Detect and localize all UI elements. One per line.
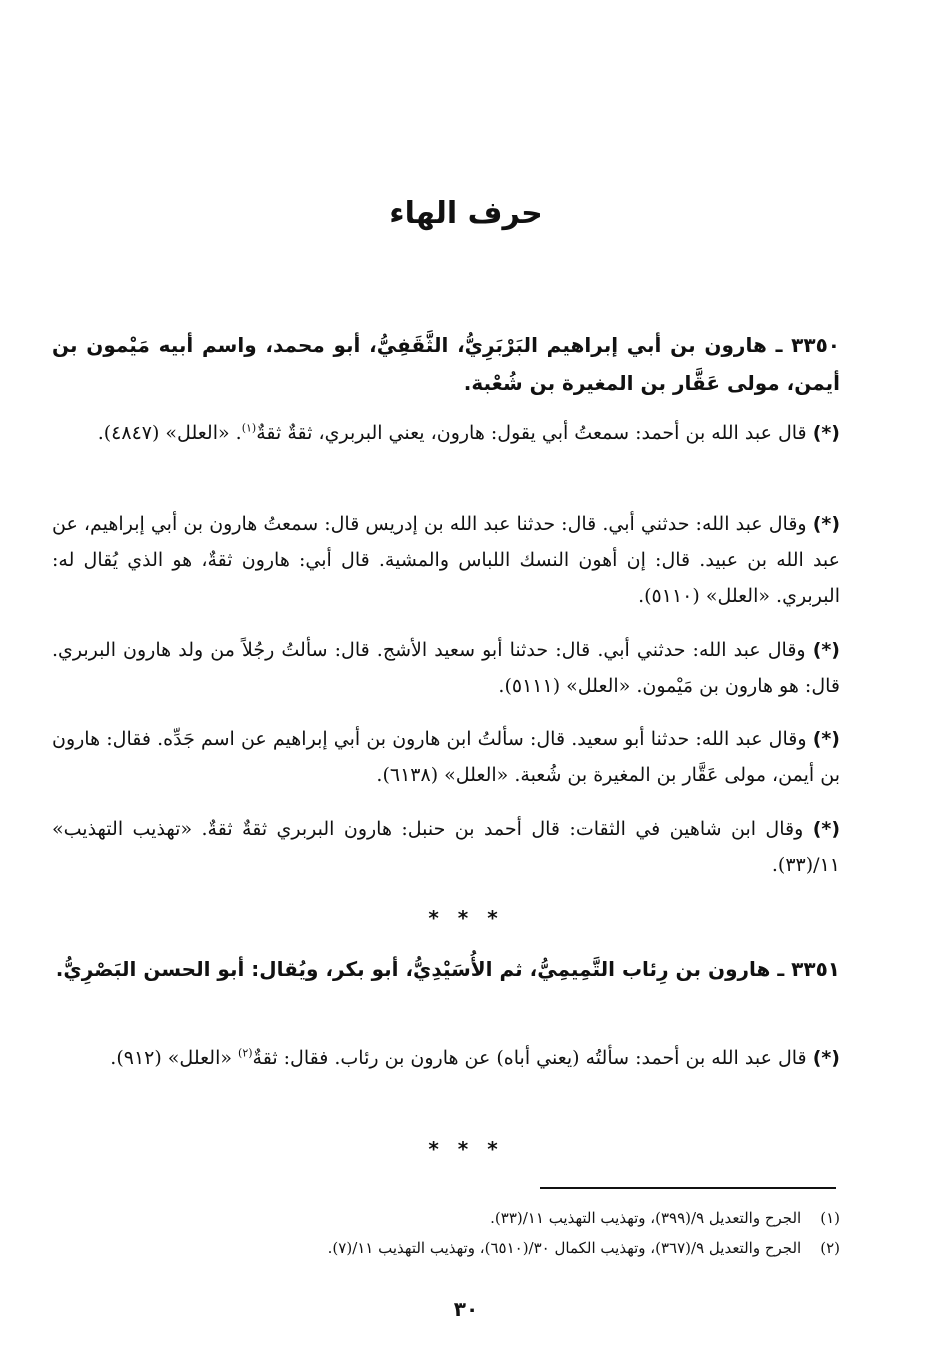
- chapter-title: حرف الهاء: [389, 196, 543, 231]
- paragraph-text: وقال عبد الله: حدثنا أبو سعيد. قال: سألتُ ابن هارون بن أبي إبراهيم عن اسم جَدِّه. فقال: هارون بن أيمن، مولى عَقَّار بن المغيرة بن شُعبة. «العلل» (٦١٣٨).: [52, 728, 840, 786]
- entry-3350-paragraph-3: [52, 632, 840, 704]
- paragraph-text-after: «العلل» (٩١٢).: [110, 1047, 239, 1069]
- entry-3351-paragraph-1: [52, 1040, 840, 1076]
- footnote-ref[interactable]: (٢): [238, 1046, 253, 1060]
- entry-3350-paragraph-4: [52, 721, 840, 793]
- footnote-item: [100, 1203, 840, 1233]
- paragraph-marker: (*): [812, 422, 840, 444]
- paragraph-marker: (*): [812, 728, 840, 750]
- footnote-number: (١): [820, 1209, 840, 1227]
- footnote-divider: [540, 1187, 836, 1189]
- paragraph-marker: (*): [812, 513, 841, 535]
- footnotes: [100, 1203, 840, 1263]
- paragraph-marker: (*): [812, 639, 840, 661]
- footnote-text: الجرح والتعديل ٩/(٣٩٩)، وتهذيب التهذيب ١١/(٣٣).: [490, 1209, 802, 1227]
- paragraph-text: قال عبد الله بن أحمد: سمعتُ أبي يقول: هارون، يعني البربري، ثقةٌ ثقةٌ: [256, 422, 807, 444]
- footnote-item: [100, 1233, 840, 1263]
- paragraph-text: وقال ابن شاهين في الثقات: قال أحمد بن حنبل: هارون البربري ثقةٌ ثقةٌ. «تهذيب التهذيب» ١١/(٣٣).: [52, 818, 840, 876]
- entry-heading: ٣٣٥١ ـ هارون بن رِئاب التَّمِيمِيُّ، ثم الأُسَيْدِيُّ، أبو بكر، ويُقال: أبو الحسن البَصْرِيُّ.: [55, 957, 840, 981]
- paragraph-text: قال عبد الله بن أحمد: سألتُه (يعني أباه) عن هارون بن رئاب. فقال: ثقةٌ: [252, 1047, 807, 1069]
- footnote-number: (٢): [820, 1239, 840, 1257]
- paragraph-marker: (*): [812, 818, 841, 840]
- page-number: ٣٠: [453, 1297, 479, 1321]
- paragraph-marker: (*): [812, 1047, 840, 1069]
- paragraph-text: وقال عبد الله: حدثني أبي. قال: حدثنا عبد الله بن إدريس قال: سمعتُ هارون بن أبي إبراهيم، عن عبد الله بن عبيد. قال: إن أهون النسك اللباس والمشية. قال أبي: هارون ثقةٌ، هو الذي يُقال له: البربري. «العلل» (٥١١٠).: [52, 513, 840, 607]
- entry-3350-paragraph-1: [52, 415, 840, 451]
- footnote-ref[interactable]: (١): [241, 421, 257, 435]
- entry-3350: [52, 326, 840, 402]
- paragraph-text: وقال عبد الله: حدثني أبي. قال: حدثنا أبو سعيد الأشج. قال: سألتُ رجُلاً من ولد هارون البربري. قال: هو هارون بن مَيْمون. «العلل» (٥١١١).: [52, 639, 840, 697]
- entry-3350-paragraph-5: [52, 811, 840, 883]
- entry-3351: [52, 950, 840, 988]
- section-separator: * * *: [428, 906, 504, 930]
- paragraph-text-after: . «العلل» (٤٨٤٧).: [97, 422, 242, 444]
- footnote-text: الجرح والتعديل ٩/(٣٦٧)، وتهذيب الكمال ٣٠/(٦٥١٠)، وتهذيب التهذيب ١١/(٧).: [327, 1239, 802, 1257]
- entry-3350-paragraph-2: [52, 506, 840, 614]
- entry-heading: ٣٣٥٠ ـ هارون بن أبي إبراهيم البَرْبَرِيُّ، الثَّقَفِيُّ، أبو محمد، واسم أبيه مَيْمون بن أيمن، مولى عَقَّار بن المغيرة بن شُعْبة.: [52, 333, 840, 395]
- section-separator: * * *: [428, 1137, 504, 1161]
